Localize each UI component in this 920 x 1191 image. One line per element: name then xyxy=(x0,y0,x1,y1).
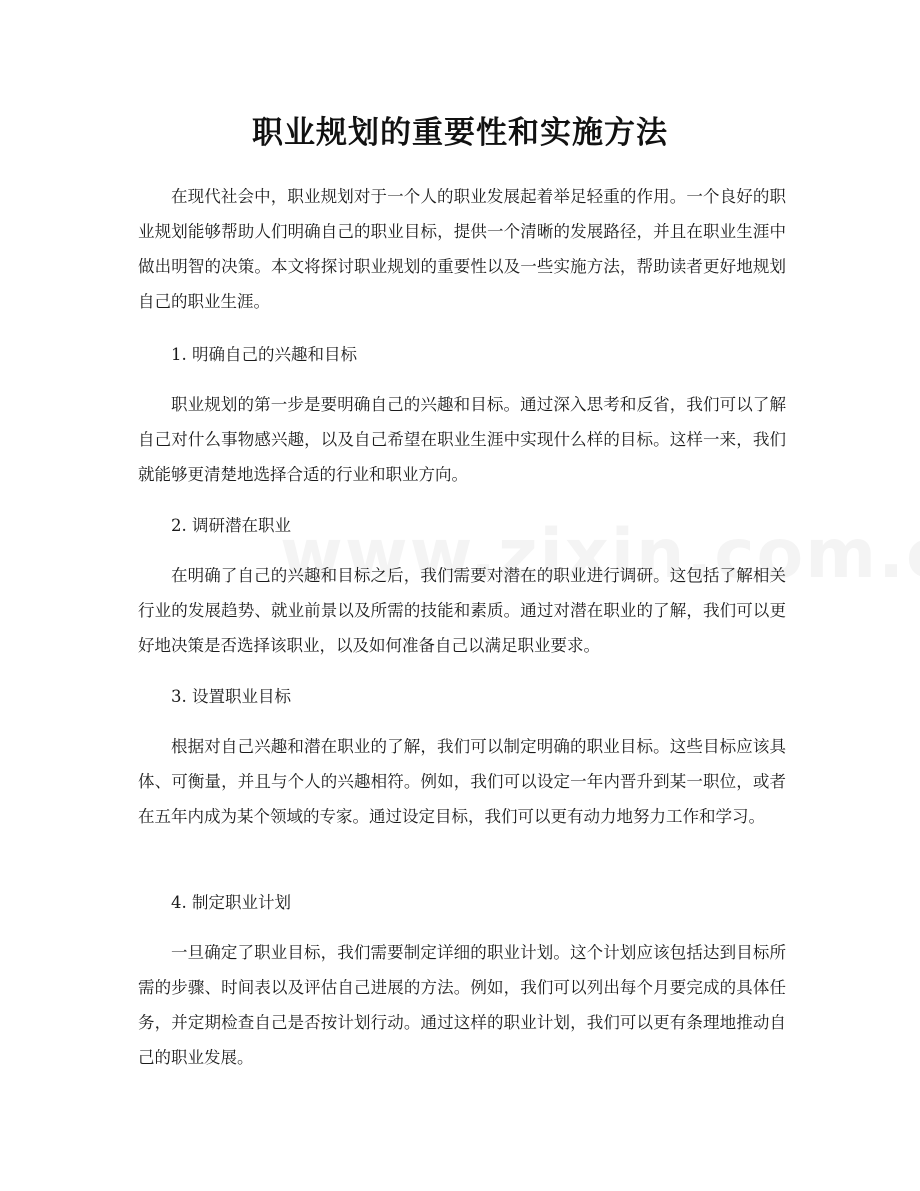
section-body-4: 一旦确定了职业目标，我们需要制定详细的职业计划。这个计划应该包括达到目标所需的步骤、时间表以及评估自己进展的方法。例如，我们可以列出每个月要完成的具体任务，并定期检查自己是否按计划行动。通过这样的职业计划，我们可以更有条理地推动自己的职业发展。 xyxy=(138,943,786,1067)
intro-paragraph: 在现代社会中，职业规划对于一个人的职业发展起着举足轻重的作用。一个良好的职业规划能够帮助人们明确自己的职业目标，提供一个清晰的发展路径，并且在职业生涯中做出明智的决策。本文将探讨职业规划的重要性以及一些实施方法，帮助读者更好地规划自己的职业生涯。 xyxy=(138,187,786,311)
section-heading-3: 3. 设置职业目标 xyxy=(171,687,291,706)
section-heading-4: 4. 制定职业计划 xyxy=(171,893,291,912)
section-heading-2: 2. 调研潜在职业 xyxy=(171,516,291,535)
section-heading-1: 1. 明确自己的兴趣和目标 xyxy=(171,345,357,364)
document-title: 职业规划的重要性和实施方法 xyxy=(252,115,668,151)
section-body-3: 根据对自己兴趣和潜在职业的了解，我们可以制定明确的职业目标。这些目标应该具体、可衡量，并且与个人的兴趣相符。例如，我们可以设定一年内晋升到某一职位，或者在五年内成为某个领域的专家。通过设定目标，我们可以更有动力地努力工作和学习。 xyxy=(138,737,786,826)
section-body-1: 职业规划的第一步是要明确自己的兴趣和目标。通过深入思考和反省，我们可以了解自己对什么事物感兴趣，以及自己希望在职业生涯中实现什么样的目标。这样一来，我们就能够更清楚地选择合适的行业和职业方向。 xyxy=(138,395,786,484)
section-body-2: 在明确了自己的兴趣和目标之后，我们需要对潜在的职业进行调研。这包括了解相关行业的发展趋势、就业前景以及所需的技能和素质。通过对潜在职业的了解，我们可以更好地决策是否选择该职业，以及如何准备自己以满足职业要求。 xyxy=(138,566,786,655)
